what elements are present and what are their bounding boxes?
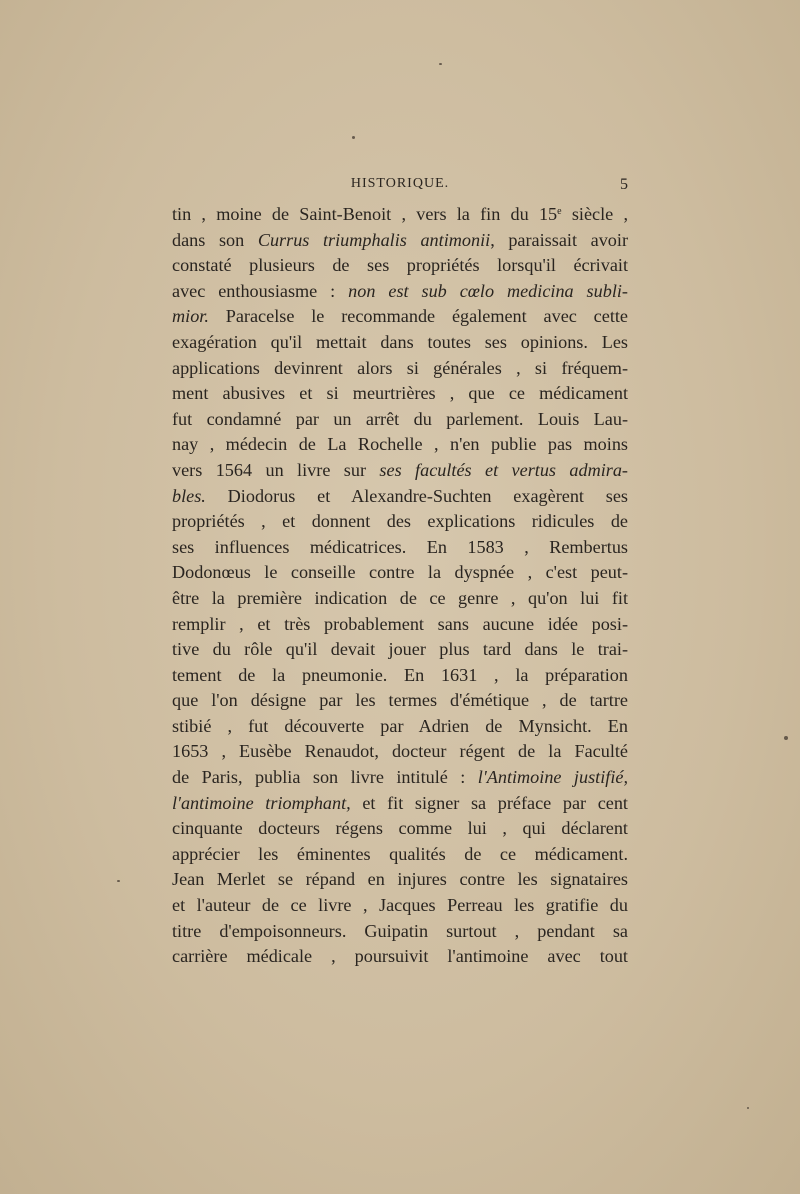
text-segment: être la première indication de ce genre , qu'on lui fit bbox=[172, 587, 628, 608]
text-line bbox=[172, 304, 628, 330]
text-line bbox=[172, 330, 628, 356]
text-segment: exagération qu'il mettait dans toutes ses opinions. Les bbox=[172, 331, 628, 352]
text-segment: 1653 , Eusèbe Renaudot, docteur régent de la Faculté bbox=[172, 741, 628, 762]
text-segment: avec enthousiasme : bbox=[172, 280, 349, 301]
italic-text: mior. bbox=[172, 306, 209, 327]
text-line bbox=[172, 458, 628, 484]
text-line bbox=[172, 381, 628, 407]
paper-speck bbox=[352, 136, 355, 139]
text-segment: vers 1564 un livre sur bbox=[172, 459, 380, 480]
italic-text: ses facultés et vertus admira- bbox=[379, 459, 628, 480]
paper-speck bbox=[784, 736, 788, 740]
italic-text: non est sub cœlo medicina subli- bbox=[348, 280, 628, 301]
text-line bbox=[172, 663, 628, 689]
text-segment: fut condamné par un arrêt du parlement. Louis Lau- bbox=[172, 408, 628, 429]
text-segment: tive du rôle qu'il devait jouer plus tard dans le trai- bbox=[172, 639, 628, 660]
text-segment: tement de la pneumonie. En 1631 , la préparation bbox=[172, 664, 628, 685]
text-segment: propriétés , et donnent des explications ridicules de bbox=[172, 511, 628, 532]
superscript: e bbox=[557, 206, 562, 217]
text-line bbox=[172, 893, 628, 919]
italic-text: l'antimoine triomphant, bbox=[172, 792, 351, 813]
text-segment: que l'on désigne par les termes d'émétique , de tartre bbox=[172, 690, 628, 711]
body-text bbox=[172, 202, 628, 970]
text-segment: cinquante docteurs régens comme lui , qui déclarent bbox=[172, 818, 628, 839]
text-line bbox=[172, 432, 628, 458]
text-line bbox=[172, 867, 628, 893]
text-segment: ses influences médicatrices. En 1583 , Rembertus bbox=[172, 536, 628, 557]
text-line bbox=[172, 944, 628, 970]
text-segment: Paracelse le recommande également avec cette bbox=[208, 306, 628, 327]
text-segment: de Paris, publia son livre intitulé : bbox=[172, 767, 478, 788]
text-segment: applications devinrent alors si générales , si fréquem- bbox=[172, 357, 628, 378]
text-segment: stibié , fut découverte par Adrien de Mynsicht. En bbox=[172, 715, 628, 736]
text-line bbox=[172, 739, 628, 765]
text-segment: Dodonœus le conseille contre la dyspnée , c'est peut- bbox=[172, 562, 628, 583]
text-line bbox=[172, 688, 628, 714]
text-line bbox=[172, 714, 628, 740]
italic-text: Currus triumphalis antimonii bbox=[257, 229, 491, 250]
text-line bbox=[172, 253, 628, 279]
text-segment: nay , médecin de La Rochelle , n'en publie pas moins bbox=[172, 434, 628, 455]
text-segment: ment abusives et si meurtrières , que ce médicament bbox=[172, 383, 628, 404]
text-line bbox=[172, 586, 628, 612]
text-segment: apprécier les éminentes qualités de ce médicament. bbox=[172, 843, 628, 864]
text-line bbox=[172, 612, 628, 638]
text-segment: et l'auteur de ce livre , Jacques Perreau les gratifie du bbox=[172, 895, 628, 916]
paper-speck bbox=[117, 880, 120, 882]
text-segment: siècle , bbox=[561, 204, 628, 224]
text-line bbox=[172, 842, 628, 868]
running-head: HISTORIQUE. bbox=[350, 176, 450, 191]
paper-speck bbox=[439, 63, 442, 65]
text-line bbox=[172, 279, 628, 305]
text-segment: Diodorus et Alexandre-Suchten exagèrent ses bbox=[205, 485, 628, 506]
text-segment: , paraissait avoir bbox=[490, 229, 628, 250]
text-line bbox=[172, 356, 628, 382]
text-segment: carrière médicale , poursuivit l'antimoine avec tout bbox=[172, 946, 628, 967]
text-line bbox=[172, 560, 628, 586]
text-segment: tin , moine de Saint-Benoit , vers la fin du 15 bbox=[172, 204, 558, 224]
text-segment: constaté plusieurs de ses propriétés lorsqu'il écrivait bbox=[172, 255, 628, 276]
text-line bbox=[172, 765, 628, 791]
italic-text: l'Antimoine justifié, bbox=[477, 767, 628, 788]
text-line bbox=[172, 228, 628, 254]
text-line bbox=[172, 637, 628, 663]
text-line bbox=[172, 202, 628, 228]
text-segment: et fit signer sa préface par cent bbox=[350, 792, 628, 813]
text-line bbox=[172, 535, 628, 561]
text-line bbox=[172, 816, 628, 842]
text-line bbox=[172, 407, 628, 433]
page-number: 5 bbox=[620, 176, 628, 193]
page-header bbox=[172, 176, 628, 196]
text-segment: remplir , et très probablement sans aucune idée posi- bbox=[172, 613, 628, 634]
text-segment: dans son bbox=[172, 229, 258, 250]
italic-text: bles. bbox=[172, 485, 206, 506]
text-line bbox=[172, 509, 628, 535]
text-segment: Jean Merlet se répand en injures contre les signataires bbox=[172, 869, 628, 890]
paper-speck bbox=[747, 1107, 749, 1109]
text-line bbox=[172, 919, 628, 945]
text-line bbox=[172, 484, 628, 510]
text-segment: titre d'empoisonneurs. Guipatin surtout , pendant sa bbox=[172, 920, 628, 941]
text-line bbox=[172, 791, 628, 817]
